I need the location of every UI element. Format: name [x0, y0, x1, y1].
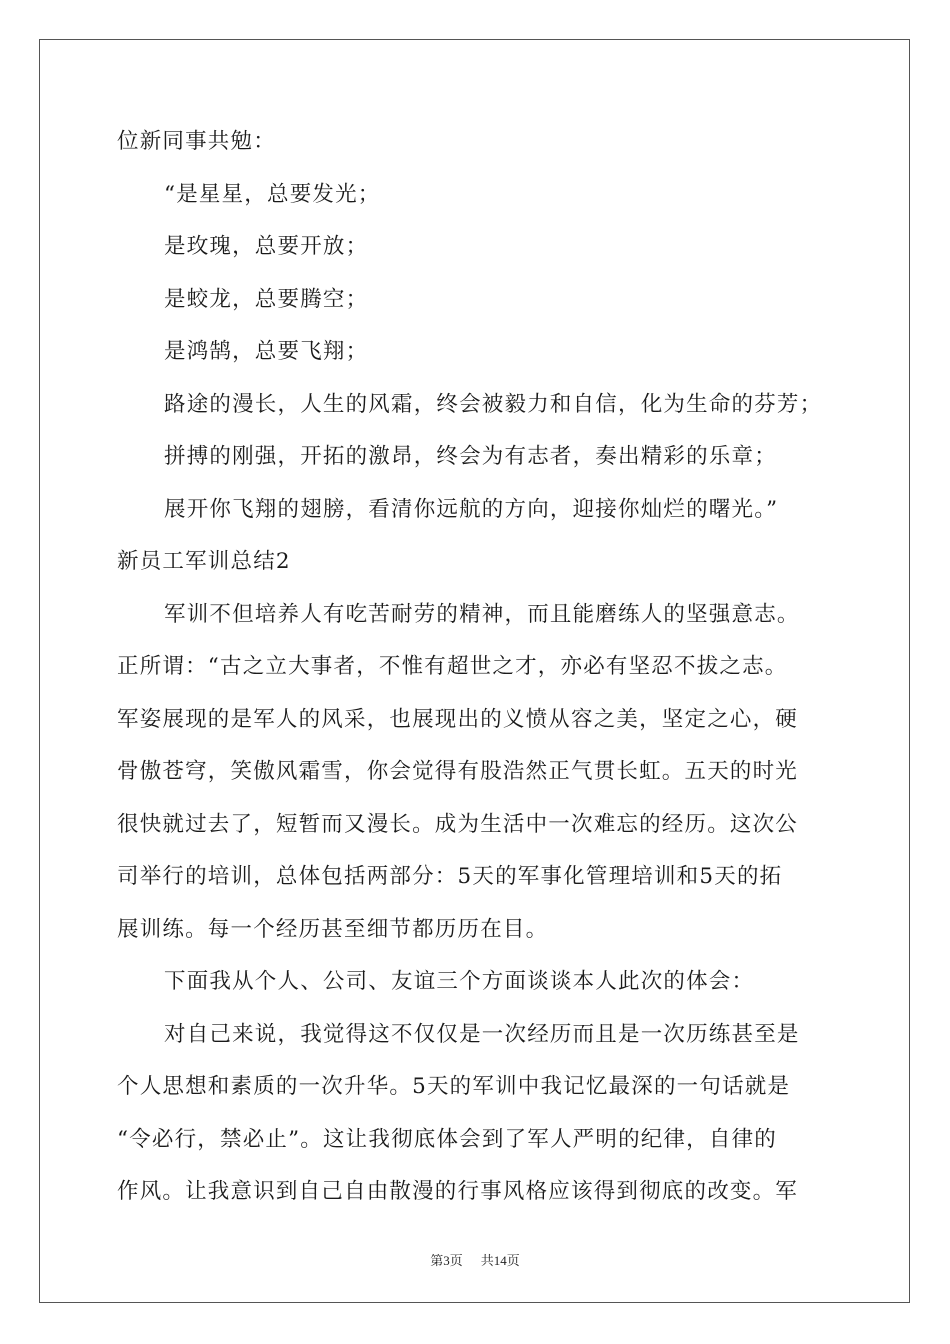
text-line: 个人思想和素质的一次升华。5天的军训中我记忆最深的一句话就是	[117, 1074, 791, 1099]
text-line: 对自己来说，我觉得这不仅仅是一次经历而且是一次历练甚至是	[164, 1021, 800, 1047]
text-line: 司举行的培训，总体包括两部分：5天的军事化管理培训和5天的拓	[117, 864, 783, 889]
text-line: 新员工军训总结2	[117, 549, 291, 574]
page-total: 共14页	[480, 1253, 520, 1268]
text-line: 很快就过去了，短暂而又漫长。成为生活中一次难忘的经历。这次公	[117, 811, 799, 837]
text-line: 下面我从个人、公司、友谊三个方面谈谈本人此次的体会：	[164, 969, 755, 994]
text-line: 是鸿鹄，总要飞翔；	[164, 339, 369, 364]
document-body	[117, 127, 842, 1230]
text-line: 骨傲苍穹，笑傲风霜雪，你会觉得有股浩然正气贯长虹。五天的时光	[117, 759, 799, 784]
text-line: “令必行，禁必止”。这让我彻底体会到了军人严明的纪律，自律的	[117, 1126, 777, 1152]
text-line: 路途的漫长，人生的风霜，终会被毅力和自信，化为生命的芬芳；	[164, 391, 823, 417]
text-line: 拼搏的刚强，开拓的激昂，终会为有志者，奏出精彩的乐章；	[164, 444, 777, 469]
text-line: 作风。让我意识到自己自由散漫的行事风格应该得到彻底的改变。军	[117, 1179, 799, 1204]
text-line: 是蛟龙，总要腾空；	[164, 286, 369, 312]
text-line: 位新同事共勉：	[117, 129, 276, 154]
text-line: 正所谓：“古之立大事者，不惟有超世之才，亦必有坚忍不拔之志。	[117, 654, 788, 679]
page-footer	[0, 1250, 950, 1269]
page-number: 第3页	[430, 1253, 463, 1268]
text-line: 是玫瑰，总要开放；	[164, 234, 369, 259]
text-line: “是星星，总要发光；	[164, 181, 381, 207]
text-line: 军姿展现的是军人的风采，也展现出的义愤从容之美，坚定之心，硬	[117, 706, 799, 732]
text-line: 展训练。每一个经历甚至细节都历历在目。	[117, 916, 549, 942]
text-line: 军训不但培养人有吃苦耐劳的精神，而且能磨练人的坚强意志。	[164, 601, 800, 627]
text-line: 展开你飞翔的翅膀，看清你远航的方向，迎接你灿烂的曙光。”	[164, 496, 779, 522]
